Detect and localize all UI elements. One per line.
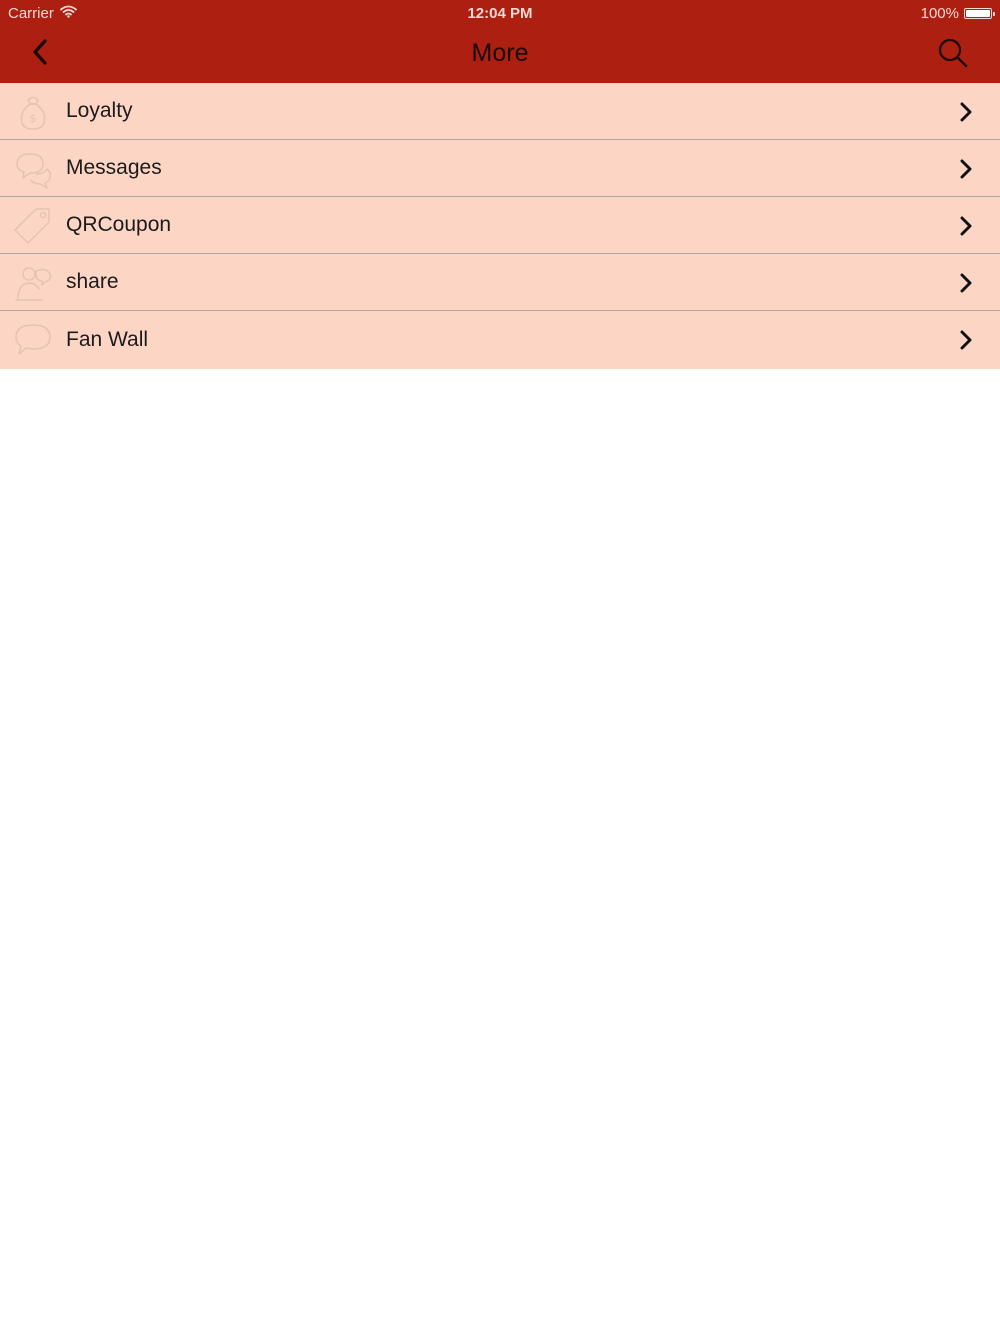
status-battery	[921, 5, 992, 22]
svg-text:$: $	[29, 112, 37, 125]
status-bar	[0, 0, 1000, 28]
menu-item-label: Loyalty	[66, 99, 133, 122]
menu-item-share[interactable]	[0, 254, 1000, 311]
menu-item-messages[interactable]	[0, 140, 1000, 197]
chat-bubbles-icon	[12, 148, 54, 190]
header	[0, 0, 1000, 83]
nav-bar	[0, 28, 1000, 83]
battery-percent: 100%	[920, 5, 959, 22]
share-icon	[12, 262, 54, 304]
menu-item-label: share	[66, 270, 119, 293]
chevron-right-icon	[956, 101, 976, 123]
menu-item-qrcoupon[interactable]	[0, 197, 1000, 254]
chevron-right-icon	[956, 272, 976, 294]
menu-item-loyalty[interactable]	[0, 83, 1000, 140]
price-tag-icon	[12, 205, 54, 247]
chevron-right-icon	[956, 215, 976, 237]
menu-item-fan-wall[interactable]	[0, 311, 1000, 369]
menu-item-label: Messages	[66, 156, 162, 179]
chevron-right-icon	[956, 158, 976, 180]
status-time: 12:04 PM	[467, 5, 533, 22]
money-bag-icon	[12, 91, 54, 133]
search-icon	[937, 37, 969, 74]
speech-bubble-icon	[12, 319, 54, 361]
menu-item-label: QRCoupon	[66, 213, 172, 236]
search-button[interactable]	[934, 36, 972, 74]
page-title: More	[471, 39, 529, 67]
menu-item-label: Fan Wall	[66, 328, 149, 351]
chevron-left-icon	[31, 38, 49, 71]
battery-icon	[964, 8, 992, 19]
carrier-label: Carrier	[8, 5, 54, 22]
menu-list	[0, 83, 1000, 369]
chevron-right-icon	[956, 329, 976, 351]
back-button[interactable]	[20, 34, 60, 74]
